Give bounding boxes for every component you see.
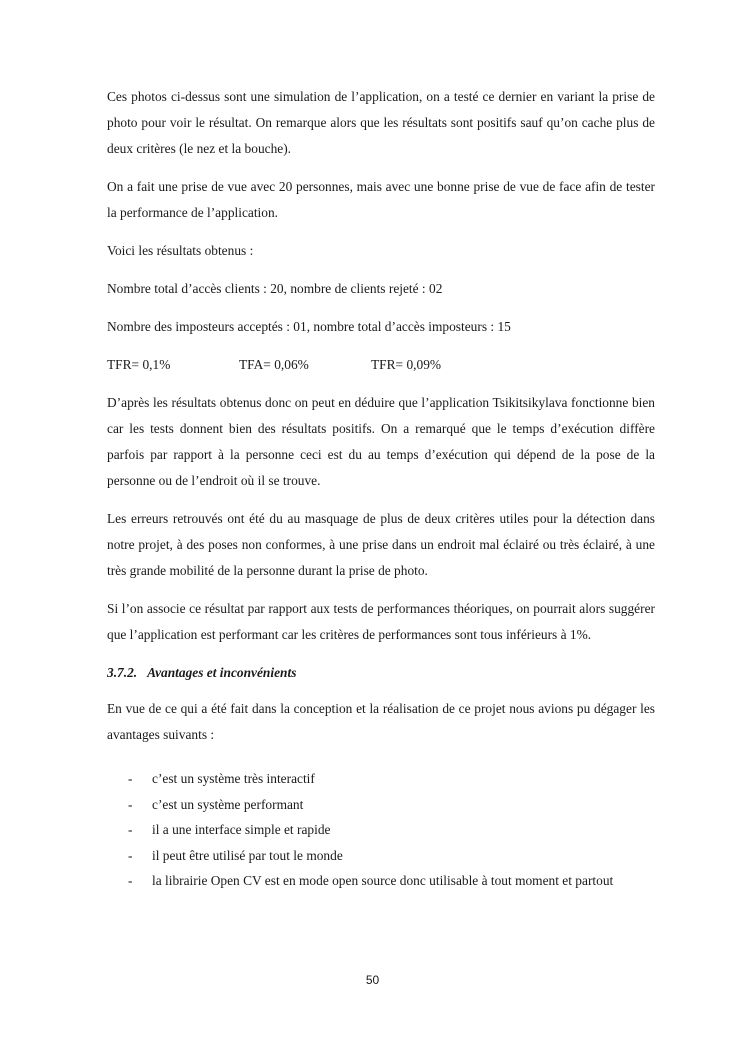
list-item-text: c’est un système performant — [152, 796, 304, 812]
section-title: Avantages et inconvénients — [147, 665, 297, 680]
paragraph-client-access: Nombre total d’accès clients : 20, nombre de clients rejeté : 02 — [107, 281, 443, 296]
paragraph-results-intro: Voici les résultats obtenus : — [107, 243, 254, 258]
document-page — [107, 84, 655, 894]
list-item — [107, 817, 655, 843]
list-item — [107, 766, 655, 792]
advantages-list — [107, 766, 655, 894]
paragraph-impostor-access: Nombre des imposteurs acceptés : 01, nombre total d’accès imposteurs : 15 — [107, 319, 511, 334]
rate-tfr-second: TFR= 0,09% — [371, 357, 442, 372]
bullet-dash: - — [128, 873, 133, 888]
list-item — [107, 868, 655, 894]
paragraph-advantages-intro: En vue de ce qui a été fait dans la conception et la réalisation de ce projet nous avions pu dégager les avantages suivants : — [107, 701, 655, 742]
rate-tfa: TFA= 0,06% — [239, 357, 309, 372]
page-number: 50 — [365, 973, 380, 987]
paragraph-test-setup: On a fait une prise de vue avec 20 personnes, mais avec une bonne prise de vue de face afin de tester la performance de l’application. — [107, 179, 655, 220]
section-number: 3.7.2. — [107, 665, 138, 680]
list-item — [107, 792, 655, 818]
rate-tfr-first: TFR= 0,1% — [107, 357, 171, 372]
list-item-text: il peut être utilisé par tout le monde — [152, 847, 343, 863]
bullet-dash: - — [128, 796, 133, 812]
list-item-text: la librairie Open CV est en mode open source donc utilisable à tout moment et partout — [152, 873, 614, 888]
rates-row — [107, 352, 655, 378]
list-item-text: c’est un système très interactif — [152, 771, 315, 786]
bullet-dash: - — [128, 822, 133, 837]
list-item — [107, 843, 655, 869]
list-item-text: il a une interface simple et rapide — [152, 822, 331, 837]
paragraph-simulation: Ces photos ci-dessus sont une simulation de l’application, on a testé ce dernier en variant la prise de photo pour voir le résultat. On remarque alors que les résultats sont positifs sauf qu’on cache plus de deux critères (le nez et la bouche). — [107, 89, 655, 156]
paragraph-theoretical: Si l’on associe ce résultat par rapport aux tests de performances théoriques, on pourrait alors suggérer que l’application est performant car les critères de performances sont tous inférieurs à 1%. — [107, 601, 655, 642]
section-heading — [107, 660, 655, 686]
paragraph-deduction: D’après les résultats obtenus donc on peut en déduire que l’application Tsikitsikylava fonctionne bien car les tests donnent bien des résultats positifs. On a remarqué que le temps d’exécution diffère parfois par rapport à la personne ceci est du au temps d’exécution qui dépend de la pose de la personne ou de l’endroit où il se trouve. — [107, 395, 655, 488]
bullet-dash: - — [128, 847, 133, 863]
paragraph-errors: Les erreurs retrouvés ont été du au masquage de plus de deux critères utiles pour la détection dans notre projet, à des poses non conformes, à une prise dans un endroit mal éclairé ou très éclairé, à une très grande mobilité de la personne durant la prise de photo. — [107, 511, 655, 578]
bullet-dash: - — [128, 771, 133, 786]
